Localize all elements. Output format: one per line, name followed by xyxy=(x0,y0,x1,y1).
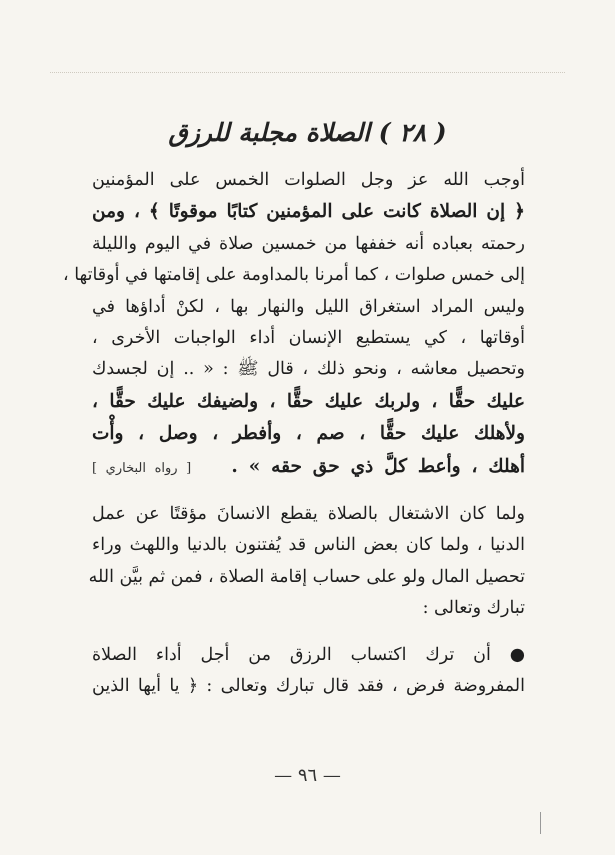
line-text: تحصيل المال ولو على حساب إقامة الصلاة ، فمن ثم بيَّن الله xyxy=(88,566,525,587)
bold-text: ﴿ إن الصلاة كانت على المؤمنين كتابًا موقوتًا ﴾ ، ومن xyxy=(92,201,525,223)
corner-mark xyxy=(540,812,544,834)
text-line xyxy=(92,451,525,484)
line-text: ولما كان الاشتغال بالصلاة يقطع الانسانَ مؤقتًا عن عمل xyxy=(92,504,525,525)
body-text xyxy=(63,165,525,703)
text-line xyxy=(92,499,525,530)
text-line xyxy=(92,323,525,354)
paragraph-gap xyxy=(92,484,525,499)
line-text: وتحصيل معاشه ، ونحو ذلك ، قال ﷺ : « .. إن لجسدك xyxy=(92,359,525,380)
text-line xyxy=(92,671,525,702)
text-line xyxy=(92,292,525,323)
text-line xyxy=(92,354,525,385)
bold-text: ولأهلك عليك حقًّا ، صم ، وأفطر ، وصل ، وأْت xyxy=(92,423,525,445)
bold-text: عليك حقًّا ، ولربك عليك حقًّا ، ولضيفك عليك حقًّا ، xyxy=(92,390,525,412)
line-text: ● أن ترك اكتساب الرزق من أجل أداء الصلاة xyxy=(92,644,525,665)
line-text: الدنيا ، ولما كان بعض الناس قد يُفتنون بالدنيا واللهث وراء xyxy=(92,535,525,556)
text-line xyxy=(92,386,525,418)
text-line xyxy=(92,229,525,260)
line-text: المفروضة فرض ، فقد قال تبارك وتعالى : ﴿ يا أيها الذين xyxy=(92,676,525,697)
text-line xyxy=(92,418,525,450)
line-text: تبارك وتعالى : xyxy=(422,598,525,619)
page-number: — ٩٦ — xyxy=(274,765,341,786)
text-line xyxy=(88,562,525,593)
header-rule xyxy=(50,72,565,73)
chapter-title: ( ٢٨ ) الصلاة مجلبة للرزق xyxy=(168,118,447,147)
text-line xyxy=(92,530,525,561)
text-line xyxy=(92,640,525,671)
line-text: رحمته بعباده أنه خففها من خمسين صلاة في اليوم والليلة xyxy=(92,233,525,254)
line-text: وليس المراد استغراق الليل والنهار بها ، لكنْ أداؤها في xyxy=(92,296,525,317)
text-line xyxy=(92,593,525,624)
line-text: أوجب الله عز وجل الصلوات الخمس على المؤمنين xyxy=(92,170,525,190)
line-text: أوقاتها ، كي يستطيع الإنسان أداء الواجبات الأخرى ، xyxy=(92,328,525,349)
text-line xyxy=(92,165,525,196)
paragraph-gap xyxy=(92,625,525,640)
line-text: إلى خمس صلوات ، كما أمرنا بالمداومة على إقامتها في أوقاتها ، xyxy=(63,265,525,286)
hadith-reference: [ رواه البخاري ] xyxy=(92,460,192,476)
text-line xyxy=(63,260,525,291)
bold-text: أهلك ، وأعط كلَّ ذي حق حقه » . xyxy=(231,455,525,477)
text-line xyxy=(92,196,525,228)
